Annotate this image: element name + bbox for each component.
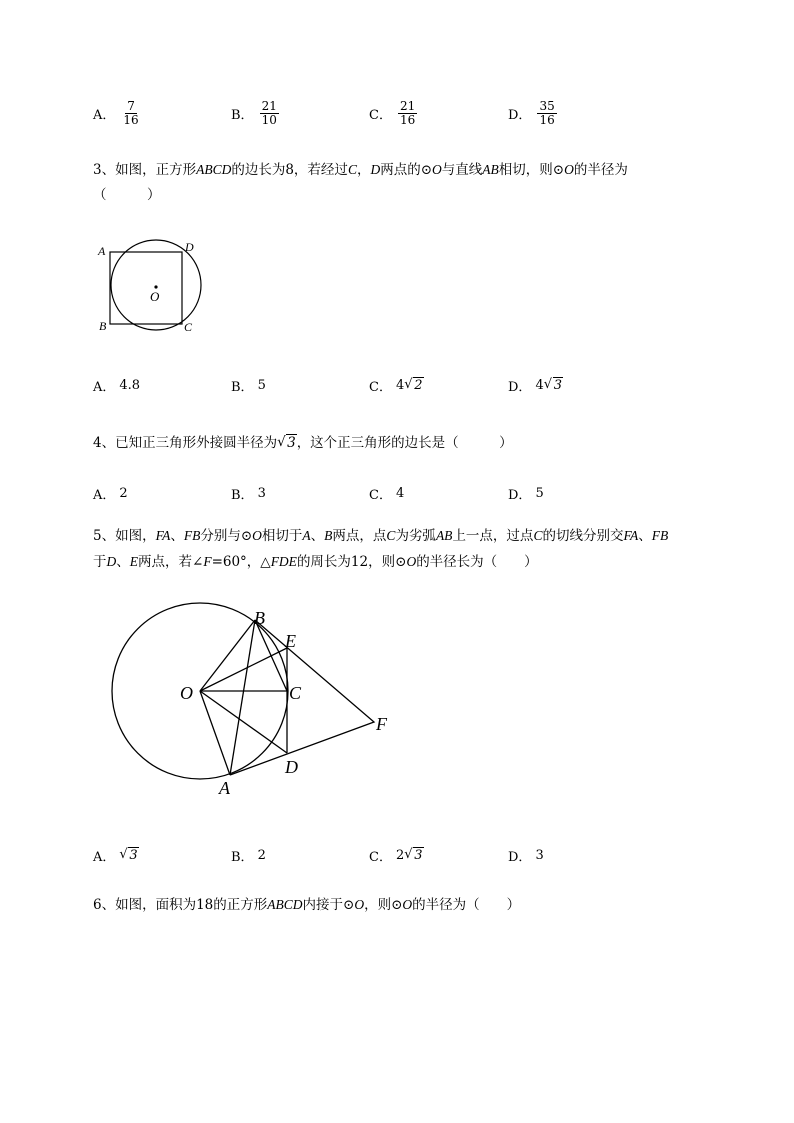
fraction: $\frac{35}{16}$	[539, 99, 555, 127]
chord-ab	[230, 620, 255, 775]
label-c: C	[184, 320, 193, 334]
segment-oa	[200, 691, 230, 775]
fraction: $\frac{7}{16}$	[123, 99, 139, 127]
fraction: $\frac{21}{10}$	[261, 99, 277, 127]
q3-answer-paren: （ ）	[93, 187, 161, 203]
sqrt: √ 3	[277, 434, 296, 451]
q5-option-c: C． 2 √ 3	[369, 847, 423, 865]
q3-figure	[90, 235, 220, 340]
label-b: B	[254, 608, 265, 628]
label-d: D	[285, 757, 298, 777]
sqrt: √ 2	[404, 377, 423, 393]
q4-stem: 4、已知正三角形外接圆半径为 √ 3，这个正三角形的边长是（ ）	[93, 434, 513, 451]
label-b: B	[99, 319, 107, 333]
q5-option-b: B． 2	[231, 848, 266, 865]
label-o: O	[150, 289, 160, 304]
segment-od	[200, 691, 287, 753]
segment-ob	[200, 620, 255, 691]
q4-option-c: C． 4	[369, 486, 405, 503]
sqrt: √ 3	[119, 847, 138, 863]
q3-option-a: A． 4.8	[93, 378, 141, 395]
q5-figure	[100, 600, 410, 805]
label-f: F	[376, 714, 387, 734]
q5-stem-line1: 5、如图，FA、FB分别与⊙O相切于A、B两点，点C为劣弧AB上一点，过点C的切线分别交FA、FB	[93, 528, 669, 544]
q5-option-a: A． √ 3	[93, 847, 138, 865]
q5-stem-line2: 于D、E两点，若∠F=60°，△FDE的周长为12，则⊙O的半径长为（ ）	[93, 554, 538, 570]
q2-option-c: C． $\frac{21}{16}$	[369, 99, 416, 127]
label-a: A	[98, 244, 106, 258]
q3-option-b: B． 5	[231, 378, 266, 395]
sqrt: √ 3	[404, 847, 423, 863]
label-o: O	[180, 683, 193, 703]
fraction: $\frac{21}{16}$	[399, 99, 416, 127]
q5-option-d: D． 3	[508, 848, 544, 865]
sqrt: √ 3	[543, 377, 562, 393]
q3-stem: 3、如图，正方形ABCD的边长为8，若经过C，D两点的⊙O与直线AB相切，则⊙O的半径为	[93, 162, 628, 178]
label-c: C	[289, 683, 302, 703]
q4-option-a: A． 2	[93, 486, 128, 503]
q2-option-b: B． $\frac{21}{10}$	[231, 99, 277, 127]
q2-option-a: A． $\frac{7}{16}$	[93, 99, 139, 127]
q4-option-d: D． 5	[508, 486, 544, 503]
label-a: A	[219, 778, 230, 798]
label-e: E	[285, 631, 296, 651]
chord-bc	[255, 620, 287, 691]
q6-stem: 6、如图，面积为18的正方形ABCD内接于⊙O，则⊙O的半径为（ ）	[93, 897, 521, 913]
segment-oe	[200, 648, 287, 691]
label-d: D	[185, 240, 194, 254]
q3-option-d: D． 4 √ 3	[508, 377, 562, 395]
q2-option-d: D． $\frac{35}{16}$	[508, 99, 555, 127]
q4-option-b: B． 3	[231, 486, 266, 503]
q3-option-c: C． 4 √ 2	[369, 377, 423, 395]
